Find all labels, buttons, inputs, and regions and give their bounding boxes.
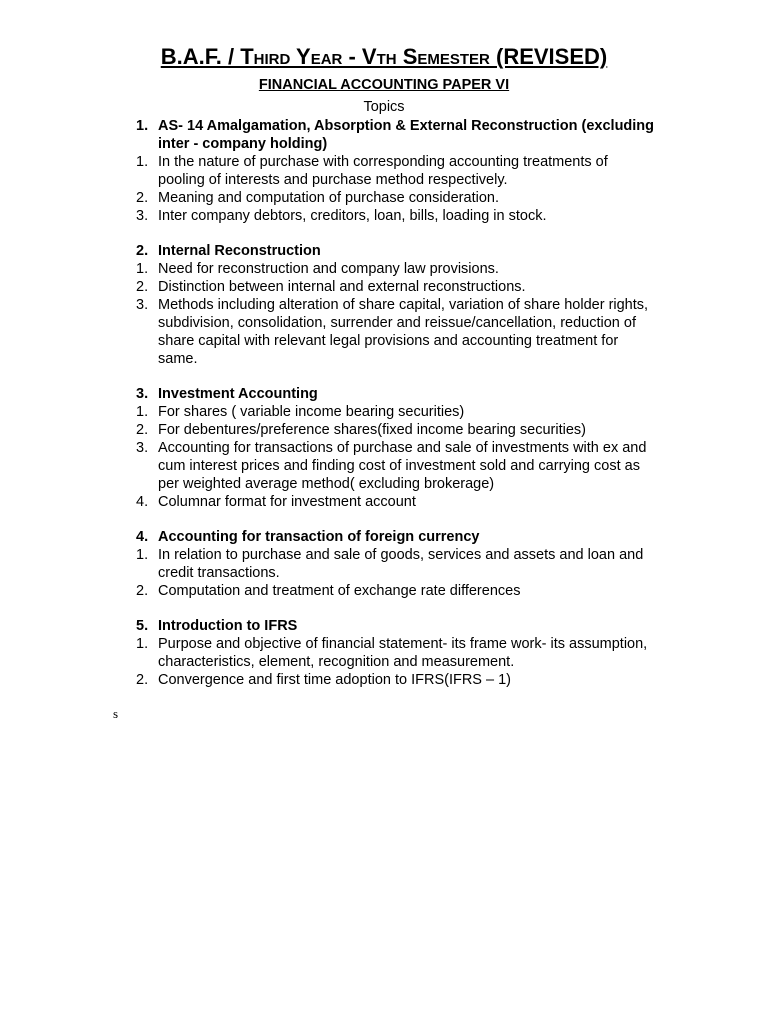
- section-heading: [136, 385, 656, 403]
- item-number: 4.: [136, 494, 149, 510]
- item-text: Accounting for transactions of purchase and sale of investments with ex and cum interest prices and finding cost of investment sold and carrying cost as per weighted average method( excluding brokerage): [158, 440, 647, 492]
- item-text: Convergence and first time adoption to IFRS(IFRS – 1): [158, 672, 511, 688]
- syllabus-section: [136, 117, 656, 225]
- section-number: 3.: [136, 386, 149, 402]
- list-item: [136, 189, 656, 207]
- item-text: Meaning and computation of purchase consideration.: [158, 190, 499, 206]
- item-number: 1.: [136, 636, 149, 652]
- item-number: 3.: [136, 440, 149, 456]
- list-item: [136, 635, 656, 671]
- item-number: 2.: [136, 422, 149, 438]
- item-text: Need for reconstruction and company law provisions.: [158, 261, 499, 277]
- item-text: For debentures/preference shares(fixed income bearing securities): [158, 422, 586, 438]
- section-number: 1.: [136, 118, 149, 134]
- list-item: [136, 439, 656, 493]
- list-item: [136, 260, 656, 278]
- section-number: 4.: [136, 529, 149, 545]
- item-text: In the nature of purchase with corresponding accounting treatments of pooling of interests and purchase method respectively.: [158, 154, 608, 188]
- item-number: 3.: [136, 297, 149, 313]
- page-title: B.A.F. / Third Year - Vth Semester (REVISED): [160, 44, 608, 69]
- list-item: [136, 153, 656, 189]
- list-item: [136, 671, 656, 689]
- section-number: 5.: [136, 618, 149, 634]
- item-number: 1.: [136, 154, 149, 170]
- section-title: Investment Accounting: [158, 386, 318, 402]
- list-item: [136, 421, 656, 439]
- section-heading: [136, 528, 656, 546]
- item-number: 2.: [136, 672, 149, 688]
- item-text: For shares ( variable income bearing securities): [158, 404, 465, 420]
- list-item: [136, 278, 656, 296]
- item-number: 2.: [136, 279, 149, 295]
- syllabus-section: [136, 242, 656, 368]
- stray-character: s: [113, 706, 119, 721]
- paper-subtitle: FINANCIAL ACCOUNTING PAPER VI: [258, 77, 510, 93]
- section-title: Introduction to IFRS: [158, 618, 298, 634]
- item-text: Columnar format for investment account: [158, 494, 416, 510]
- section-title: Accounting for transaction of foreign currency: [158, 529, 480, 545]
- syllabus-content: [136, 117, 656, 706]
- item-number: 1.: [136, 404, 149, 420]
- section-number: 2.: [136, 243, 149, 259]
- syllabus-section: [136, 385, 656, 511]
- item-number: 2.: [136, 190, 149, 206]
- section-heading: [136, 117, 656, 153]
- item-text: Computation and treatment of exchange rate differences: [158, 583, 521, 599]
- item-text: Inter company debtors, creditors, loan, bills, loading in stock.: [158, 208, 547, 224]
- list-item: [136, 403, 656, 421]
- item-text: In relation to purchase and sale of goods, services and assets and loan and credit transactions.: [158, 547, 644, 581]
- section-heading: [136, 617, 656, 635]
- list-item: [136, 493, 656, 511]
- topics-label: Topics: [363, 99, 405, 115]
- item-text: Methods including alteration of share capital, variation of share holder rights, subdivision, consolidation, surrender and reissue/cancellation, reduction of share capital with relevant legal provisions and accounting treatment for same.: [158, 297, 649, 367]
- item-number: 3.: [136, 208, 149, 224]
- section-heading: [136, 242, 656, 260]
- syllabus-section: [136, 617, 656, 689]
- list-item: [136, 207, 656, 225]
- list-item: [136, 296, 656, 368]
- list-item: [136, 582, 656, 600]
- list-item: [136, 546, 656, 582]
- section-title: Internal Reconstruction: [158, 243, 321, 259]
- item-number: 1.: [136, 547, 149, 563]
- section-title: AS- 14 Amalgamation, Absorption & External Reconstruction (excluding inter - company holding): [158, 118, 655, 152]
- item-text: Distinction between internal and external reconstructions.: [158, 279, 526, 295]
- syllabus-section: [136, 528, 656, 600]
- item-number: 1.: [136, 261, 149, 277]
- item-number: 2.: [136, 583, 149, 599]
- item-text: Purpose and objective of financial statement- its frame work- its assumption, characteristics, element, recognition and measurement.: [158, 636, 648, 670]
